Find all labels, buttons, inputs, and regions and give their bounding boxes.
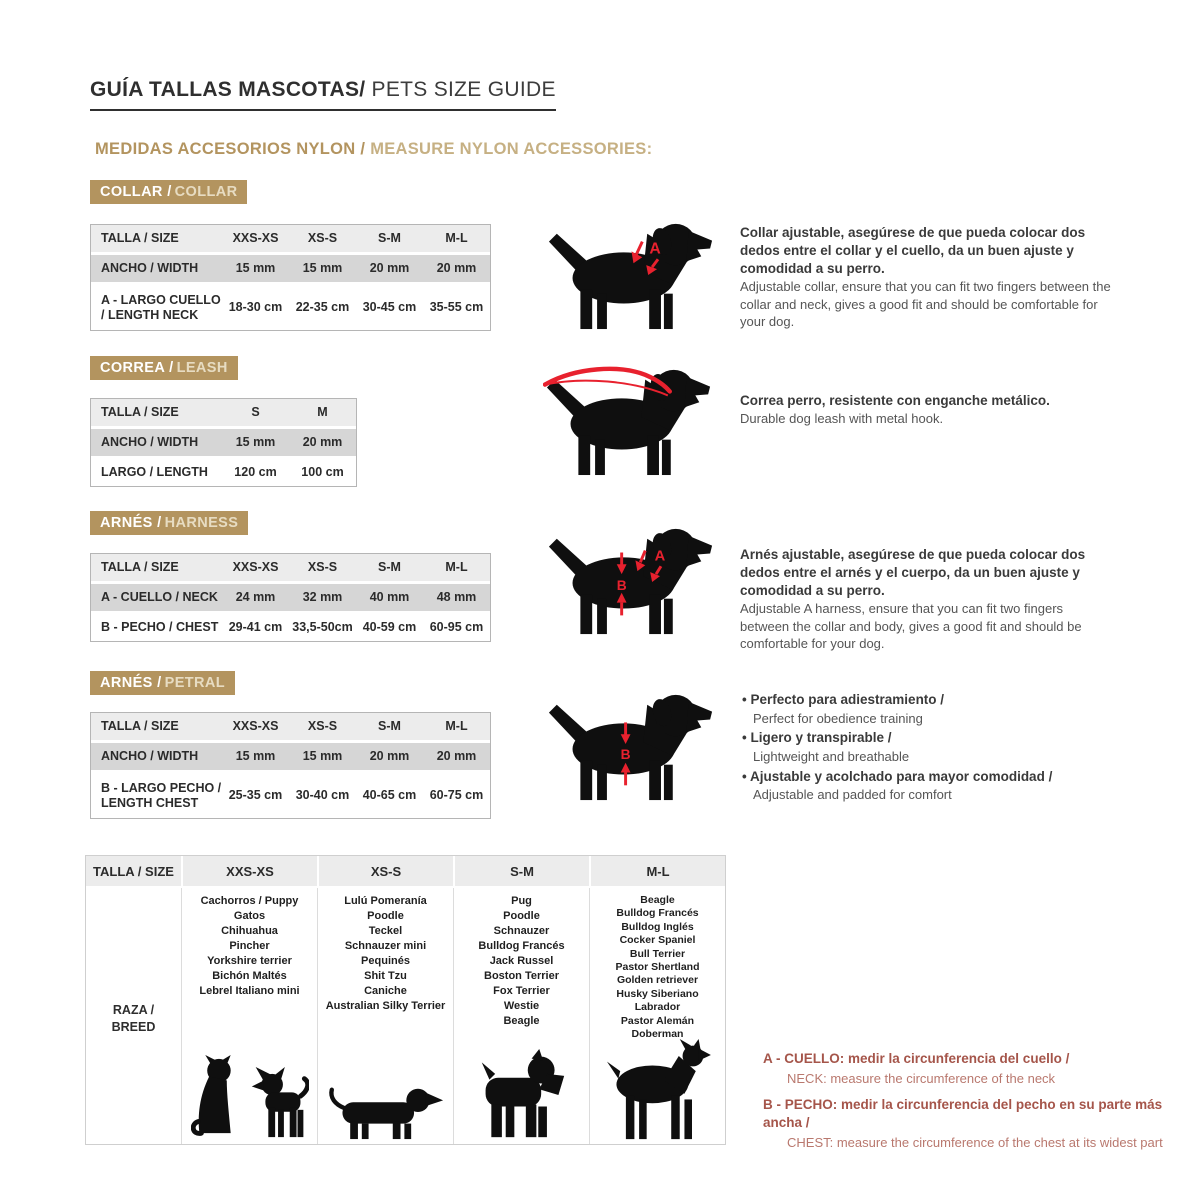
- collar-desc-en: Adjustable collar, ensure that you can fit two fingers between the collar and neck, gives a good fit and should be comfortable for your dog.: [740, 279, 1111, 330]
- breed-item: Pastor Shertland: [615, 961, 700, 974]
- breed-col-xxs-xs: [181, 888, 317, 1144]
- silhouette-group: [590, 1039, 725, 1141]
- table-cell: 29-41 cm: [228, 620, 283, 635]
- table-row: [91, 456, 356, 486]
- harness-badge-en: HARNESS: [164, 515, 239, 531]
- silhouette-group: [182, 1055, 317, 1141]
- table-cell: S-M: [378, 231, 401, 246]
- table-cell: S-M: [453, 856, 589, 886]
- table-cell: 100 cm: [301, 465, 344, 480]
- leash-size-table: [90, 398, 357, 487]
- note-b-en: CHEST: measure the circumference of the chest at its widest part: [787, 1134, 1163, 1150]
- table-cell: A - LARGO CUELLO / LENGTH NECK: [101, 293, 221, 322]
- breed-item: Schnauzer mini: [344, 940, 427, 952]
- leash-badge-es: CORREA /: [100, 360, 174, 376]
- collar-badge-en: COLLAR: [174, 184, 238, 200]
- table-cell: 24 mm: [235, 590, 276, 605]
- doberman-icon: [602, 1039, 714, 1141]
- breed-item: Fox Terrier: [493, 985, 550, 997]
- table-cell: 15 mm: [235, 261, 276, 276]
- leash-description: [740, 392, 1112, 427]
- breed-item: Bulldog Inglés: [621, 920, 694, 933]
- breed-item: Bulldog Francés: [616, 907, 699, 920]
- table-row: [91, 252, 490, 282]
- collar-description: [740, 224, 1112, 330]
- table-cell: 40-65 cm: [362, 788, 417, 803]
- table-row: [91, 225, 490, 252]
- table-cell: TALLA / SIZE: [101, 560, 179, 575]
- table-cell: 22-35 cm: [295, 300, 350, 315]
- breed-item: Caniche: [364, 985, 407, 997]
- petral-feature-list: [742, 690, 1122, 805]
- page-subtitle: [95, 140, 652, 159]
- breed-item: Bichón Maltés: [212, 970, 287, 982]
- page-subtitle-en: MEASURE NYLON ACCESSORIES:: [370, 140, 653, 158]
- harness-badge-es: ARNÉS /: [100, 515, 162, 531]
- table-cell: 20 mm: [369, 261, 410, 276]
- breed-col-m-l: [589, 888, 725, 1144]
- note-b-es: B - PECHO: medir la circunferencia del pecho en su parte más ancha /: [763, 1097, 1163, 1130]
- breed-size-table: [85, 855, 726, 1145]
- table-cell: 60-95 cm: [429, 620, 484, 635]
- breed-item: Bull Terrier: [629, 947, 686, 960]
- table-cell: TALLA / SIZE: [86, 856, 181, 886]
- table-cell: S: [251, 405, 260, 420]
- table-cell: 20 mm: [436, 749, 477, 764]
- page-title-en: PETS SIZE GUIDE: [371, 78, 556, 101]
- table-cell: 15 mm: [302, 261, 343, 276]
- table-row: [91, 740, 490, 770]
- breed-item: Pug: [511, 895, 532, 907]
- table-cell: 120 cm: [234, 465, 277, 480]
- table-cell: ANCHO / WIDTH: [101, 261, 199, 276]
- breed-item: Beagle: [640, 894, 675, 906]
- breed-item: Shit Tzu: [364, 970, 407, 982]
- table-cell: 18-30 cm: [228, 300, 283, 315]
- silhouette-group: [454, 1049, 589, 1141]
- table-cell: 15 mm: [235, 749, 276, 764]
- breed-col-s-m: [453, 888, 589, 1144]
- table-cell: A - CUELLO / NECK: [101, 590, 218, 605]
- table-row: [91, 426, 356, 456]
- feature-en: Adjustable and padded for comfort: [753, 787, 952, 803]
- petral-size-table: [90, 712, 491, 819]
- table-cell: 20 mm: [436, 261, 477, 276]
- table-cell: XS-S: [307, 231, 338, 246]
- note-a-en: NECK: measure the circumference of the neck: [787, 1070, 1056, 1086]
- measurement-notes: [763, 1050, 1183, 1160]
- breed-item: Boston Terrier: [484, 970, 559, 982]
- table-cell: 32 mm: [302, 590, 343, 605]
- dog-harness-illustration: [545, 522, 717, 639]
- table-cell: M-L: [445, 231, 468, 246]
- table-row: [91, 713, 490, 740]
- dachshund-icon: [327, 1081, 445, 1141]
- label-a: A: [654, 548, 666, 565]
- breed-item: Chihuahua: [221, 925, 278, 937]
- feature-es: • Ligero y transpirable /: [742, 728, 1122, 748]
- table-cell: 30-40 cm: [295, 788, 350, 803]
- feature-item: [742, 767, 1122, 805]
- table-cell: 20 mm: [302, 435, 343, 450]
- table-cell: XS-S: [307, 719, 338, 734]
- schnauzer-icon: [476, 1049, 568, 1141]
- table-row: [91, 611, 490, 641]
- silhouette-group: [318, 1081, 453, 1141]
- table-row: [91, 282, 490, 330]
- table-cell: 60-75 cm: [429, 788, 484, 803]
- table-cell: S-M: [378, 560, 401, 575]
- petral-badge-es: ARNÉS /: [100, 675, 162, 691]
- collar-badge-es: COLLAR /: [100, 184, 172, 200]
- page-title-es: GUÍA TALLAS MASCOTAS/: [90, 78, 366, 101]
- dog-collar-illustration: [545, 218, 717, 331]
- table-cell: S-M: [378, 719, 401, 734]
- page-title: [90, 78, 556, 111]
- table-cell: 20 mm: [369, 749, 410, 764]
- table-row: [91, 399, 356, 426]
- table-cell: XXS-XS: [181, 856, 317, 886]
- table-cell: 30-45 cm: [362, 300, 417, 315]
- breed-item: Beagle: [503, 1015, 540, 1027]
- table-cell: M-L: [445, 719, 468, 734]
- breed-item: Pincher: [229, 940, 270, 952]
- harness-size-table: [90, 553, 491, 642]
- breed-item: Cachorros / Puppy: [200, 895, 299, 907]
- breed-table-body: [86, 886, 725, 1144]
- breed-item: Pastor Alemán: [620, 1014, 695, 1027]
- note-a-es: A - CUELLO: medir la circunferencia del cuello /: [763, 1051, 1070, 1066]
- breed-item: Husky Siberiano: [616, 987, 699, 1000]
- table-cell: XXS-XS: [232, 719, 279, 734]
- leash-section-badge: [90, 356, 238, 380]
- table-cell: M-L: [445, 560, 468, 575]
- breed-item: Yorkshire terrier: [207, 955, 292, 967]
- leash-desc-en: Durable dog leash with metal hook.: [740, 411, 944, 427]
- table-cell: 48 mm: [436, 590, 477, 605]
- breed-item: Cocker Spaniel: [619, 934, 696, 947]
- feature-item: [742, 728, 1122, 766]
- table-cell: XXS-XS: [232, 560, 279, 575]
- harness-desc-es: Arnés ajustable, asegúrese de que pueda colocar dos dedos entre el arnés y el cuerpo, da un buen ajuste y comodidad a su perro.: [740, 547, 1086, 599]
- table-cell: 25-35 cm: [228, 788, 283, 803]
- dog-petral-illustration: [545, 688, 717, 805]
- feature-es: • Perfecto para adiestramiento /: [742, 690, 1122, 710]
- petral-badge-en: PETRAL: [164, 675, 226, 691]
- table-cell: ANCHO / WIDTH: [101, 435, 199, 450]
- breed-item: Australian Silky Terrier: [325, 1000, 446, 1012]
- table-cell: M: [317, 405, 328, 420]
- harness-description: [740, 546, 1112, 652]
- table-cell: TALLA / SIZE: [101, 231, 179, 246]
- breed-row-label: [86, 888, 181, 1144]
- breed-item: Poodle: [367, 910, 404, 922]
- breed-item: Bulldog Francés: [478, 940, 565, 952]
- feature-es: • Ajustable y acolchado para mayor comodidad /: [742, 767, 1122, 787]
- leash-desc-es: Correa perro, resistente con enganche metálico.: [740, 393, 1050, 408]
- table-cell: 33,5-50cm: [292, 620, 353, 635]
- table-cell: XXS-XS: [232, 231, 279, 246]
- dog-leash-illustration: [543, 360, 715, 478]
- harness-section-badge: [90, 511, 248, 535]
- breed-table-header: [86, 856, 725, 886]
- collar-size-table: [90, 224, 491, 331]
- feature-en: Perfect for obedience training: [753, 710, 923, 726]
- breed-label-es: RAZA /: [112, 1002, 155, 1017]
- table-cell: 40 mm: [369, 590, 410, 605]
- breed-item: Lulú Pomeranía: [344, 895, 427, 907]
- table-cell: XS-S: [317, 856, 453, 886]
- page-subtitle-es: MEDIDAS ACCESORIOS NYLON /: [95, 140, 366, 158]
- label-b: B: [620, 746, 631, 762]
- chihuahua-icon: [251, 1067, 309, 1141]
- breed-item: Pequinés: [361, 955, 410, 967]
- table-cell: M-L: [589, 856, 725, 886]
- label-a: A: [649, 240, 661, 258]
- table-cell: B - PECHO / CHEST: [101, 620, 219, 635]
- label-b: B: [616, 577, 627, 593]
- feature-en: Lightweight and breathable: [753, 748, 910, 764]
- table-cell: LARGO / LENGTH: [101, 465, 208, 480]
- table-cell: TALLA / SIZE: [101, 405, 179, 420]
- table-cell: 40-59 cm: [362, 620, 417, 635]
- table-cell: 35-55 cm: [429, 300, 484, 315]
- breed-item: Westie: [503, 1000, 540, 1012]
- table-cell: 15 mm: [235, 435, 276, 450]
- cat-icon: [191, 1055, 243, 1141]
- table-cell: XS-S: [307, 560, 338, 575]
- table-row: [91, 554, 490, 581]
- collar-desc-es: Collar ajustable, asegúrese de que pueda colocar dos dedos entre el collar y el cuello, da un buen ajuste y comodidad a su perro.: [740, 225, 1086, 277]
- breed-item: Poodle: [503, 910, 540, 922]
- table-cell: 15 mm: [302, 749, 343, 764]
- breed-item: Golden retriever: [616, 974, 699, 987]
- breed-item: Labrador: [634, 1001, 681, 1014]
- breed-item: Jack Russel: [489, 955, 554, 967]
- leash-badge-en: LEASH: [176, 360, 228, 376]
- table-cell: ANCHO / WIDTH: [101, 749, 199, 764]
- breed-item: Schnauzer: [493, 925, 550, 937]
- table-cell: TALLA / SIZE: [101, 719, 179, 734]
- breed-label-en: BREED: [111, 1020, 156, 1034]
- breed-item: Doberman: [631, 1028, 684, 1041]
- petral-section-badge: [90, 671, 235, 695]
- feature-item: [742, 690, 1122, 728]
- breed-col-xs-s: [317, 888, 453, 1144]
- breed-item: Gatos: [233, 910, 266, 922]
- harness-desc-en: Adjustable A harness, ensure that you can fit two fingers between the collar and body, gives a good fit and should be comfortable for your dog.: [740, 601, 1082, 652]
- collar-section-badge: [90, 180, 247, 204]
- breed-item: Teckel: [368, 925, 403, 937]
- table-row: [91, 770, 490, 818]
- breed-item: Lebrel Italiano mini: [199, 985, 300, 997]
- table-row: [91, 581, 490, 611]
- table-cell: B - LARGO PECHO / LENGTH CHEST: [101, 781, 222, 810]
